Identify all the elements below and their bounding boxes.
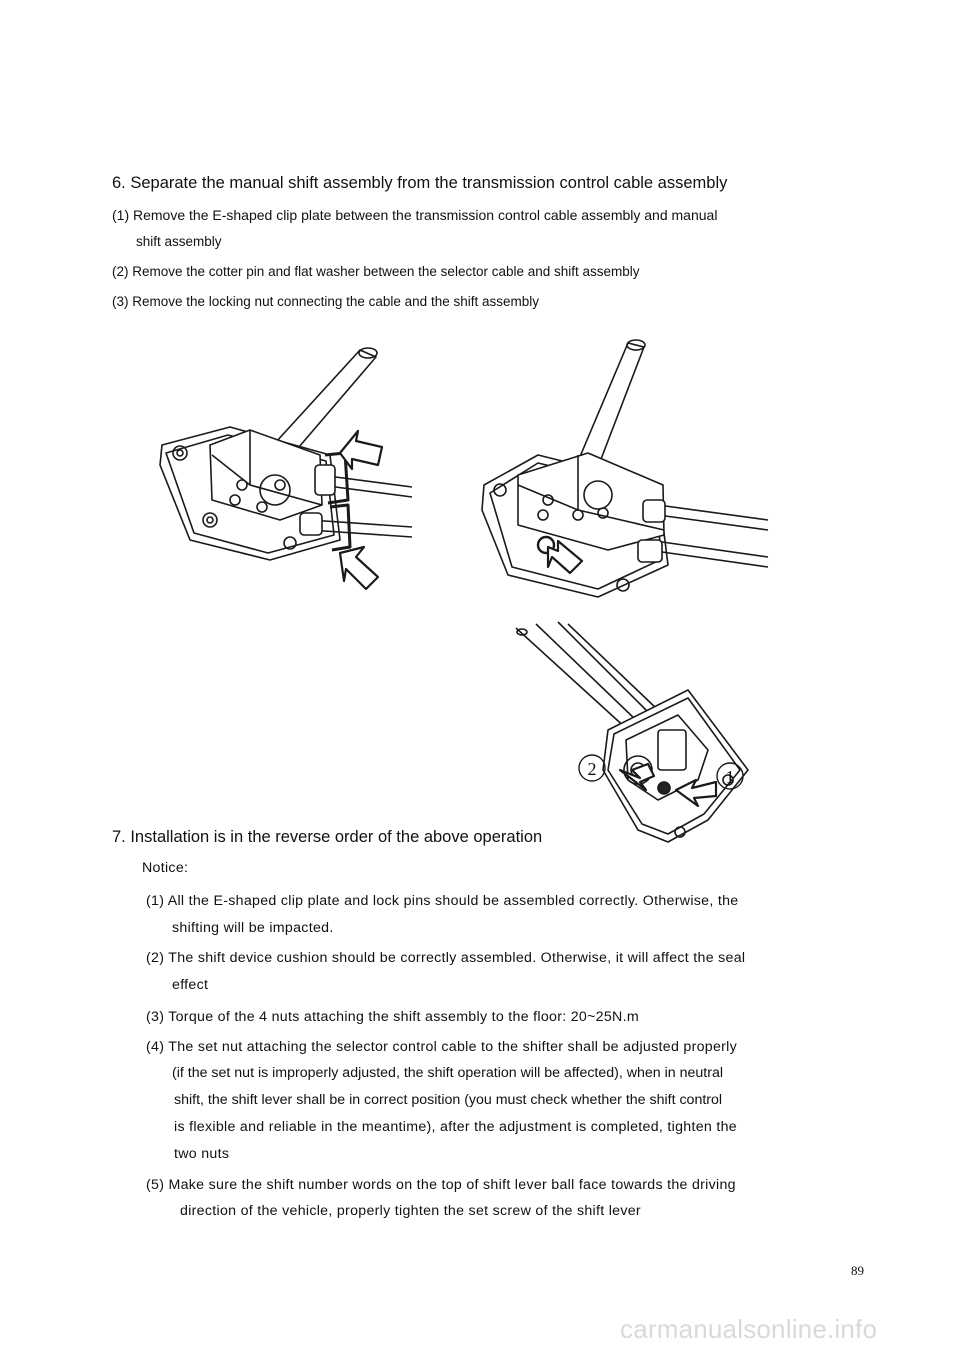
illustration-locking-nut (508, 620, 758, 852)
note-3: (3) Torque of the 4 nuts attaching the shift assembly to the floor: 20~25N.m (146, 1009, 639, 1025)
callout-2: 2 (587, 759, 597, 779)
step-1-line-2: shift assembly (136, 234, 222, 249)
note-4-line-3: shift, the shift lever shall be in correct position (you must check whether the shift control (174, 1092, 723, 1108)
note-5-line-2: direction of the vehicle, properly tighten the set screw of the shift lever (180, 1203, 641, 1219)
notice-label: Notice: (142, 860, 189, 876)
callout-1: 1 (725, 767, 735, 787)
note-4-line-5: two nuts (174, 1146, 230, 1162)
note-1-line-1: (1) All the E-shaped clip plate and lock pins should be assembled correctly. Otherwise, the (146, 893, 739, 909)
note-4-line-2: (if the set nut is improperly adjusted, the shift operation will be affected), when in neutral (172, 1065, 723, 1081)
page-number: 89 (851, 1263, 864, 1278)
step-3: (3) Remove the locking nut connecting the cable and the shift assembly (112, 294, 539, 309)
step-2: (2) Remove the cotter pin and flat washer between the selector cable and shift assembly (112, 264, 640, 279)
note-2-line-2: effect (172, 977, 209, 993)
illustration-clip-plates (150, 335, 420, 595)
section-6-heading: 6. Separate the manual shift assembly from the transmission control cable assembly (112, 174, 728, 192)
note-1-line-2: shifting will be impacted. (172, 920, 334, 936)
section-7-heading: 7. Installation is in the reverse order of the above operation (112, 828, 543, 846)
note-2-line-1: (2) The shift device cushion should be correctly assembled. Otherwise, it will affect the seal (146, 950, 746, 966)
note-4-line-4: is flexible and reliable in the meantime), after the adjustment is completed, tighten the (174, 1119, 737, 1135)
illustration-cotter-pin (478, 335, 778, 610)
note-4-line-1: (4) The set nut attaching the selector control cable to the shifter shall be adjusted properly (146, 1039, 738, 1055)
note-5-line-1: (5) Make sure the shift number words on the top of shift lever ball face towards the driving (146, 1177, 736, 1193)
step-1-line-1: (1) Remove the E-shaped clip plate between the transmission control cable assembly and manual (112, 207, 718, 223)
watermark[interactable]: carmanualsonline.info (620, 1314, 878, 1344)
